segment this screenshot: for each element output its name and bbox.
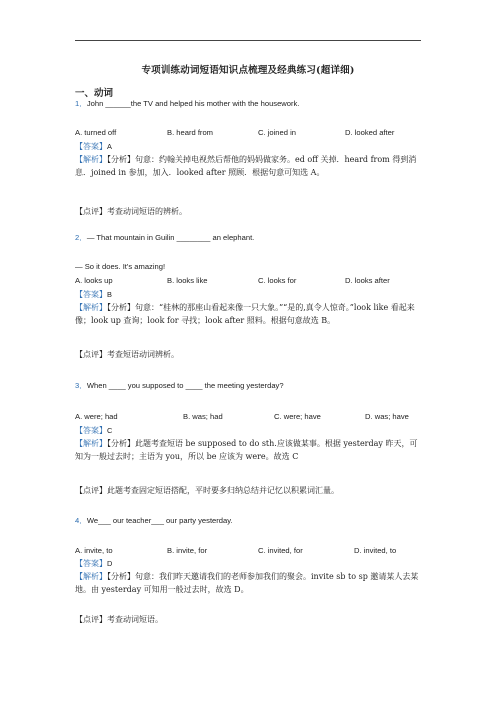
answer-value: B: [107, 290, 112, 299]
question-4-analysis: [75, 570, 421, 596]
question-2-analysis: [75, 301, 421, 327]
comment-text: 考查短语动词辨析。: [107, 350, 179, 359]
analysis-tag: 【解析】: [75, 572, 107, 581]
comment-tag: 【点评】: [75, 615, 107, 624]
question-3-comment: [75, 486, 339, 496]
comment-tag: 【点评】: [75, 486, 107, 495]
option-c: C. invited, for: [258, 546, 303, 555]
option-b: B. heard from: [167, 128, 214, 137]
question-1-stem: [75, 99, 299, 109]
comment-tag: 【点评】: [75, 350, 107, 359]
answer-value: D: [107, 559, 113, 568]
answer-tag: 【答案】: [75, 559, 107, 568]
answer-value: A: [107, 142, 112, 151]
option-b: B. was; had: [183, 412, 223, 421]
question-1-comment: [75, 207, 187, 217]
answer-tag: 【答案】: [75, 290, 107, 299]
header-rule: [75, 40, 421, 41]
option-a: A. turned off: [75, 128, 117, 137]
question-4-answer: [75, 559, 112, 569]
question-number: 2．: [75, 233, 87, 242]
question-number: 1．: [75, 99, 87, 108]
question-number: 4．: [75, 516, 87, 525]
question-number: 3．: [75, 381, 87, 390]
question-text: We___ our teacher___ our party yesterday.: [86, 516, 233, 525]
question-2-stem-reply: — So it does. It's amazing!: [75, 262, 166, 271]
analysis-text: 【分析】此题考查短语 be supposed to do sth.应该做某事。根据 yesterday 昨天，可知为一般过去时；主语为 you，所以 be 应该为 were。故选 C: [75, 439, 418, 461]
comment-text: 此题考查固定短语搭配，平时要多归纳总结并记忆以积累词汇量。: [107, 486, 339, 495]
question-2-answer: [75, 290, 112, 300]
question-2-options: [75, 276, 421, 286]
option-b: B. invite, for: [167, 546, 208, 555]
document-title: 专项训练动词短语知识点梳理及经典练习(超详细): [141, 65, 355, 76]
question-3-stem: [75, 381, 284, 391]
analysis-tag: 【解析】: [75, 439, 107, 448]
option-c: C. joined in: [258, 128, 296, 137]
question-4-stem: [75, 516, 233, 526]
option-c: C. were; have: [274, 412, 321, 421]
answer-value: C: [107, 426, 113, 435]
question-3-answer: [75, 426, 112, 436]
question-2-comment: [75, 350, 179, 360]
question-text: When ____ you supposed to ____ the meeting yesterday?: [86, 381, 284, 390]
comment-text: 考查动词短语的辨析。: [107, 207, 187, 216]
answer-tag: 【答案】: [75, 142, 107, 151]
question-3-options: [75, 412, 421, 422]
option-a: A. invite, to: [75, 546, 113, 555]
comment-tag: 【点评】: [75, 207, 107, 216]
question-4-comment: [75, 615, 163, 625]
question-1-analysis: [75, 153, 421, 179]
option-a: A. were; had: [75, 412, 118, 421]
comment-text: 考查动词短语。: [107, 615, 163, 624]
analysis-tag: 【解析】: [75, 155, 107, 164]
analysis-text: 【分析】句意：约翰关掉电视然后帮他的妈妈做家务。ed off 关掉．heard from 得到消息．joined in 参加，加入．looked after 照顾．根据句意可知选 A。: [75, 155, 417, 177]
option-c: C. looks for: [258, 276, 297, 285]
option-b: B. looks like: [167, 276, 208, 285]
option-d: D. was; have: [365, 412, 409, 421]
option-d: D. looked after: [345, 128, 395, 137]
analysis-text: 【分析】句意：“桂林的那座山看起来像一只大象。”“是的,真令人惊奇。”look like 看起来像；look up 查询；look for 寻找；look after 照料。根据句意故选 B。: [75, 303, 415, 325]
option-a: A. looks up: [75, 276, 113, 285]
question-4-options: [75, 546, 421, 556]
question-text: John ______the TV and helped his mother with the housework.: [86, 99, 300, 108]
answer-tag: 【答案】: [75, 426, 107, 435]
option-d: D. invited, to: [354, 546, 397, 555]
question-1-answer: [75, 142, 112, 152]
analysis-tag: 【解析】: [75, 303, 107, 312]
section-heading: 一、动词: [75, 88, 114, 99]
question-text: — That mountain in Guilin ________ an elephant.: [86, 233, 255, 242]
option-d: D. looks after: [345, 276, 390, 285]
analysis-text: 【分析】句意：我们昨天邀请我们的老师参加我们的聚会。invite sb to sp 邀请某人去某地。由 yesterday 可知用一般过去时，故选 D。: [75, 572, 419, 594]
question-2-stem: [75, 233, 254, 243]
question-1-options: [75, 128, 421, 138]
question-3-analysis: [75, 437, 421, 463]
